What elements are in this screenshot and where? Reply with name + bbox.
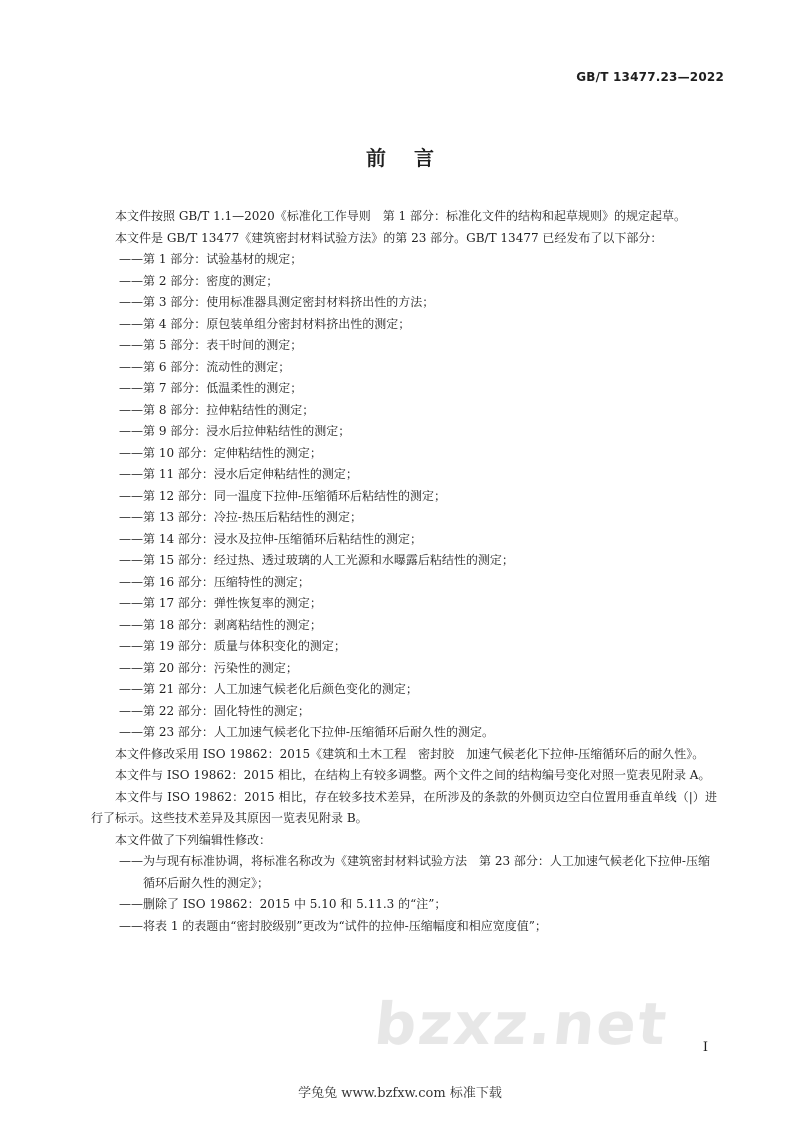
paragraph: 本文件是 GB/T 13477《建筑密封材料试验方法》的第 23 部分。GB/T 13477 已经发布了以下部分：	[115, 230, 663, 245]
list-item: ——第 5 部分：表干时间的测定；	[119, 338, 303, 352]
list-item: ——删除了 ISO 19862：2015 中 5.10 和 5.11.3 的“注”；	[119, 897, 447, 911]
paragraph: 本文件与 ISO 19862：2015 相比，存在较多技术差异，在所涉及的条款的外侧页边空白位置用垂直单线（|）进行了标示。这些技术差异及其原因一览表见附录 B。	[91, 789, 717, 825]
list-item: ——第 9 部分：浸水后拉伸粘结性的测定；	[119, 424, 351, 438]
list-item: ——将表 1 的表题由“密封胶级别”更改为“试件的拉伸-压缩幅度和相应宽度值”；	[119, 918, 547, 933]
list-item: ——第 11 部分：浸水后定伸粘结性的测定；	[119, 467, 358, 481]
list-item: ——第 6 部分：流动性的测定；	[119, 359, 291, 374]
list-item: ——第 7 部分：低温柔性的测定；	[119, 381, 303, 395]
paragraph: 本文件按照 GB/T 1.1—2020《标准化工作导则 第 1 部分：标准化文件的结构和起草规则》的规定起草。	[115, 209, 686, 223]
list-item: ——第 13 部分：冷拉-热压后粘结性的测定；	[119, 510, 362, 524]
standard-number: GB/T 13477.23—2022	[576, 70, 724, 84]
list-item: ——第 12 部分：同一温度下拉伸-压缩循环后粘结性的测定；	[119, 488, 446, 503]
paragraph: 本文件修改采用 ISO 19862：2015《建筑和土木工程 密封胶 加速气候老化下拉伸-压缩循环后的耐久性》。	[115, 746, 705, 761]
footer-text: 学兔兔 www.bzfxw.com 标准下载	[298, 1086, 502, 1101]
list-item: ——第 16 部分：压缩特性的测定；	[119, 574, 310, 589]
list-item: ——第 15 部分：经过热、透过玻璃的人工光源和水曝露后粘结性的测定；	[119, 553, 514, 567]
list-item: ——第 23 部分：人工加速气候老化下拉伸-压缩循环后耐久性的测定。	[119, 725, 494, 739]
list-item: ——第 3 部分：使用标准器具测定密封材料挤出性的方法；	[119, 295, 435, 309]
document-body	[91, 206, 717, 937]
list-item: ——第 19 部分：质量与体积变化的测定；	[119, 639, 346, 653]
page-number: I	[702, 1040, 708, 1055]
list-item: ——第 21 部分：人工加速气候老化后颜色变化的测定；	[119, 682, 418, 696]
list-item: ——第 22 部分：固化特性的测定；	[119, 703, 310, 718]
paragraph: 本文件与 ISO 19862：2015 相比，在结构上有较多调整。两个文件之间的结构编号变化对照一览表见附录 A。	[115, 768, 711, 782]
watermark: bzxz.net	[371, 990, 672, 1058]
list-item: ——第 20 部分：污染性的测定；	[119, 660, 298, 675]
list-item: ——第 2 部分：密度的测定；	[119, 273, 279, 288]
list-item: ——第 8 部分：拉伸粘结性的测定；	[119, 402, 315, 417]
list-item: ——第 17 部分：弹性恢复率的测定；	[119, 596, 322, 610]
list-item: ——为与现有标准协调，将标准名称改为《建筑密封材料试验方法 第 23 部分：人工加速气候老化下拉伸-压缩循环后耐久性的测定》；	[119, 854, 710, 890]
list-item: ——第 18 部分：剥离粘结性的测定；	[119, 617, 322, 632]
list-item: ——第 10 部分：定伸粘结性的测定；	[119, 445, 322, 460]
paragraph: 本文件做了下列编辑性修改：	[115, 832, 272, 847]
list-item: ——第 14 部分：浸水及拉伸-压缩循环后粘结性的测定；	[119, 531, 422, 546]
page-title: 前言	[366, 146, 462, 170]
list-item: ——第 4 部分：原包装单组分密封材料挤出性的测定；	[119, 316, 411, 331]
list-item: ——第 1 部分：试验基材的规定；	[119, 252, 303, 266]
